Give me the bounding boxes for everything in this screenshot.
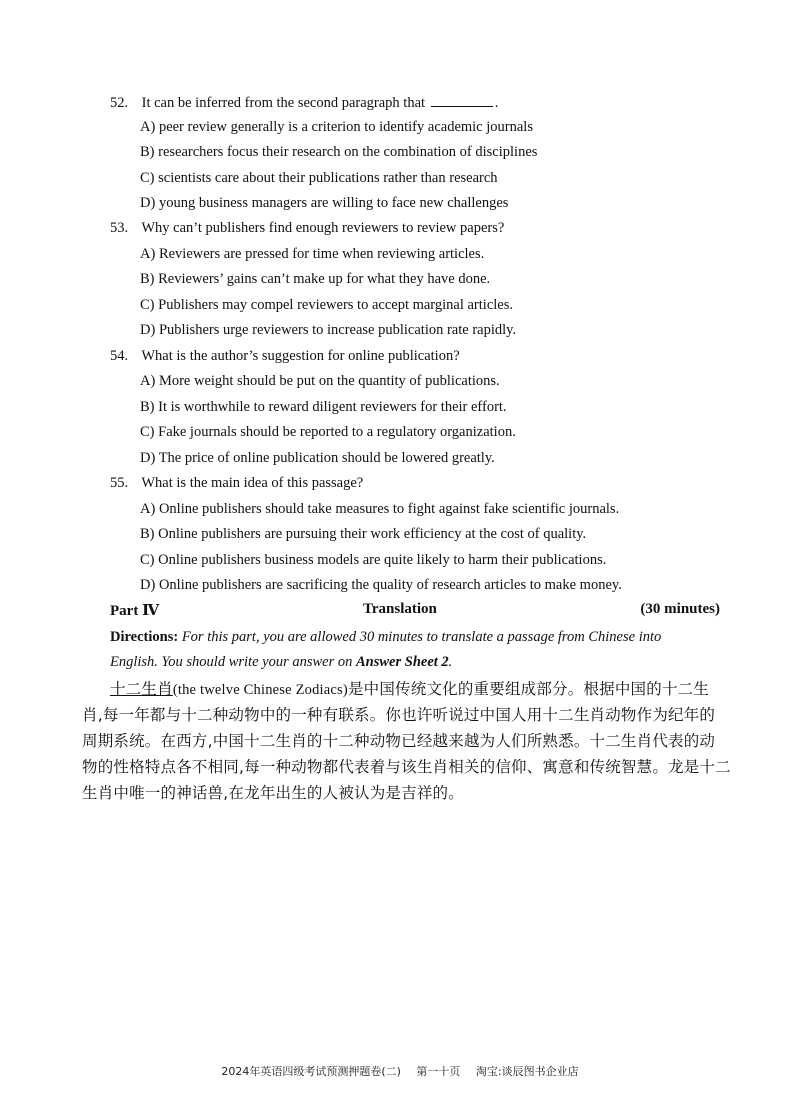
directions-line-1	[110, 628, 722, 646]
part-label: Part Ⅳ	[110, 603, 160, 619]
answer-sheet-ref: Answer Sheet 2	[356, 654, 449, 670]
option-53-c: C) Publishers may compel reviewers to accept marginal articles.	[140, 297, 513, 313]
option-55-c: C) Online publishers business models are quite likely to harm their publications.	[140, 552, 607, 568]
option-54-d: D) The price of online publication should be lowered greatly.	[140, 450, 495, 466]
part-time: (30 minutes)	[640, 601, 720, 617]
footer-exam-title: 2024年英语四级考试预测押题卷(二)	[221, 1065, 401, 1078]
footer-page-number: 第一十页	[416, 1065, 461, 1078]
option-52-a: A) peer review generally is a criterion to identify academic journals	[140, 119, 533, 135]
question-stem: What is the main idea of this passage?	[141, 475, 364, 491]
question-53	[110, 219, 504, 237]
option-55-a: A) Online publishers should take measures to fight against fake scientific journals.	[140, 501, 620, 517]
option-55-d: D) Online publishers are sacrificing the quality of research articles to make money.	[140, 577, 622, 593]
passage-term: 十二生肖	[110, 680, 173, 698]
question-55	[110, 474, 363, 492]
question-stem-end: .	[494, 95, 499, 111]
question-54	[110, 347, 460, 365]
question-number: 52.	[110, 95, 129, 111]
question-stem: What is the author’s suggestion for online publication?	[141, 348, 460, 364]
passage-line-2: 肖,每一年都与十二种动物中的一种有联系。你也许听说过中国人用十二生肖动物作为纪年的	[82, 706, 716, 724]
option-53-d: D) Publishers urge reviewers to increase publication rate rapidly.	[140, 322, 517, 338]
option-54-a: A) More weight should be put on the quantity of publications.	[140, 373, 500, 389]
question-52	[110, 92, 498, 112]
passage-line-4: 物的性格特点各不相同,每一种动物都代表着与该生肖相关的信仰、寓意和传统智慧。龙是十二	[82, 758, 731, 776]
page-footer	[0, 1063, 800, 1079]
directions-line-2: English. You should write your answer on Answer Sheet 2.	[110, 654, 453, 670]
option-52-c: C) scientists care about their publications rather than research	[140, 170, 498, 186]
option-54-c: C) Fake journals should be reported to a regulatory organization.	[140, 424, 516, 440]
question-number: 53.	[110, 220, 129, 236]
passage-term-english: (the twelve Chinese Zodiacs)	[172, 682, 348, 698]
option-52-b: B) researchers focus their research on the combination of disciplines	[140, 144, 538, 160]
question-stem: Why can’t publishers find enough reviewers to review papers?	[141, 220, 505, 236]
passage-line-5: 生肖中唯一的神话兽,在龙年出生的人被认为是吉祥的。	[82, 784, 464, 802]
part-title: Translation	[363, 601, 437, 617]
footer-shop: 淘宝:谈辰图书企业店	[475, 1065, 579, 1078]
option-52-d: D) young business managers are willing to face new challenges	[140, 195, 509, 211]
option-55-b: B) Online publishers are pursuing their work efficiency at the cost of quality.	[140, 526, 587, 542]
answer-blank	[431, 92, 493, 107]
directions-label: Directions:	[110, 629, 179, 645]
directions-text: For this part, you are allowed 30 minutes to translate a passage from Chinese into	[181, 629, 662, 645]
passage-line-1: 十二生肖(the twelve Chinese Zodiacs)是中国传统文化的重要组成部分。根据中国的十二生	[110, 680, 710, 698]
passage-line-3: 周期系统。在西方,中国十二生肖的十二种动物已经越来越为人们所熟悉。十二生肖代表的动	[82, 732, 716, 750]
option-53-b: B) Reviewers’ gains can’t make up for what they have done.	[140, 271, 491, 287]
option-54-b: B) It is worthwhile to reward diligent reviewers for their effort.	[140, 399, 507, 415]
question-stem: It can be inferred from the second paragraph that	[141, 95, 426, 111]
part-header	[110, 601, 720, 621]
question-number: 55.	[110, 475, 129, 491]
option-53-a: A) Reviewers are pressed for time when reviewing articles.	[140, 246, 485, 262]
question-number: 54.	[110, 348, 129, 364]
